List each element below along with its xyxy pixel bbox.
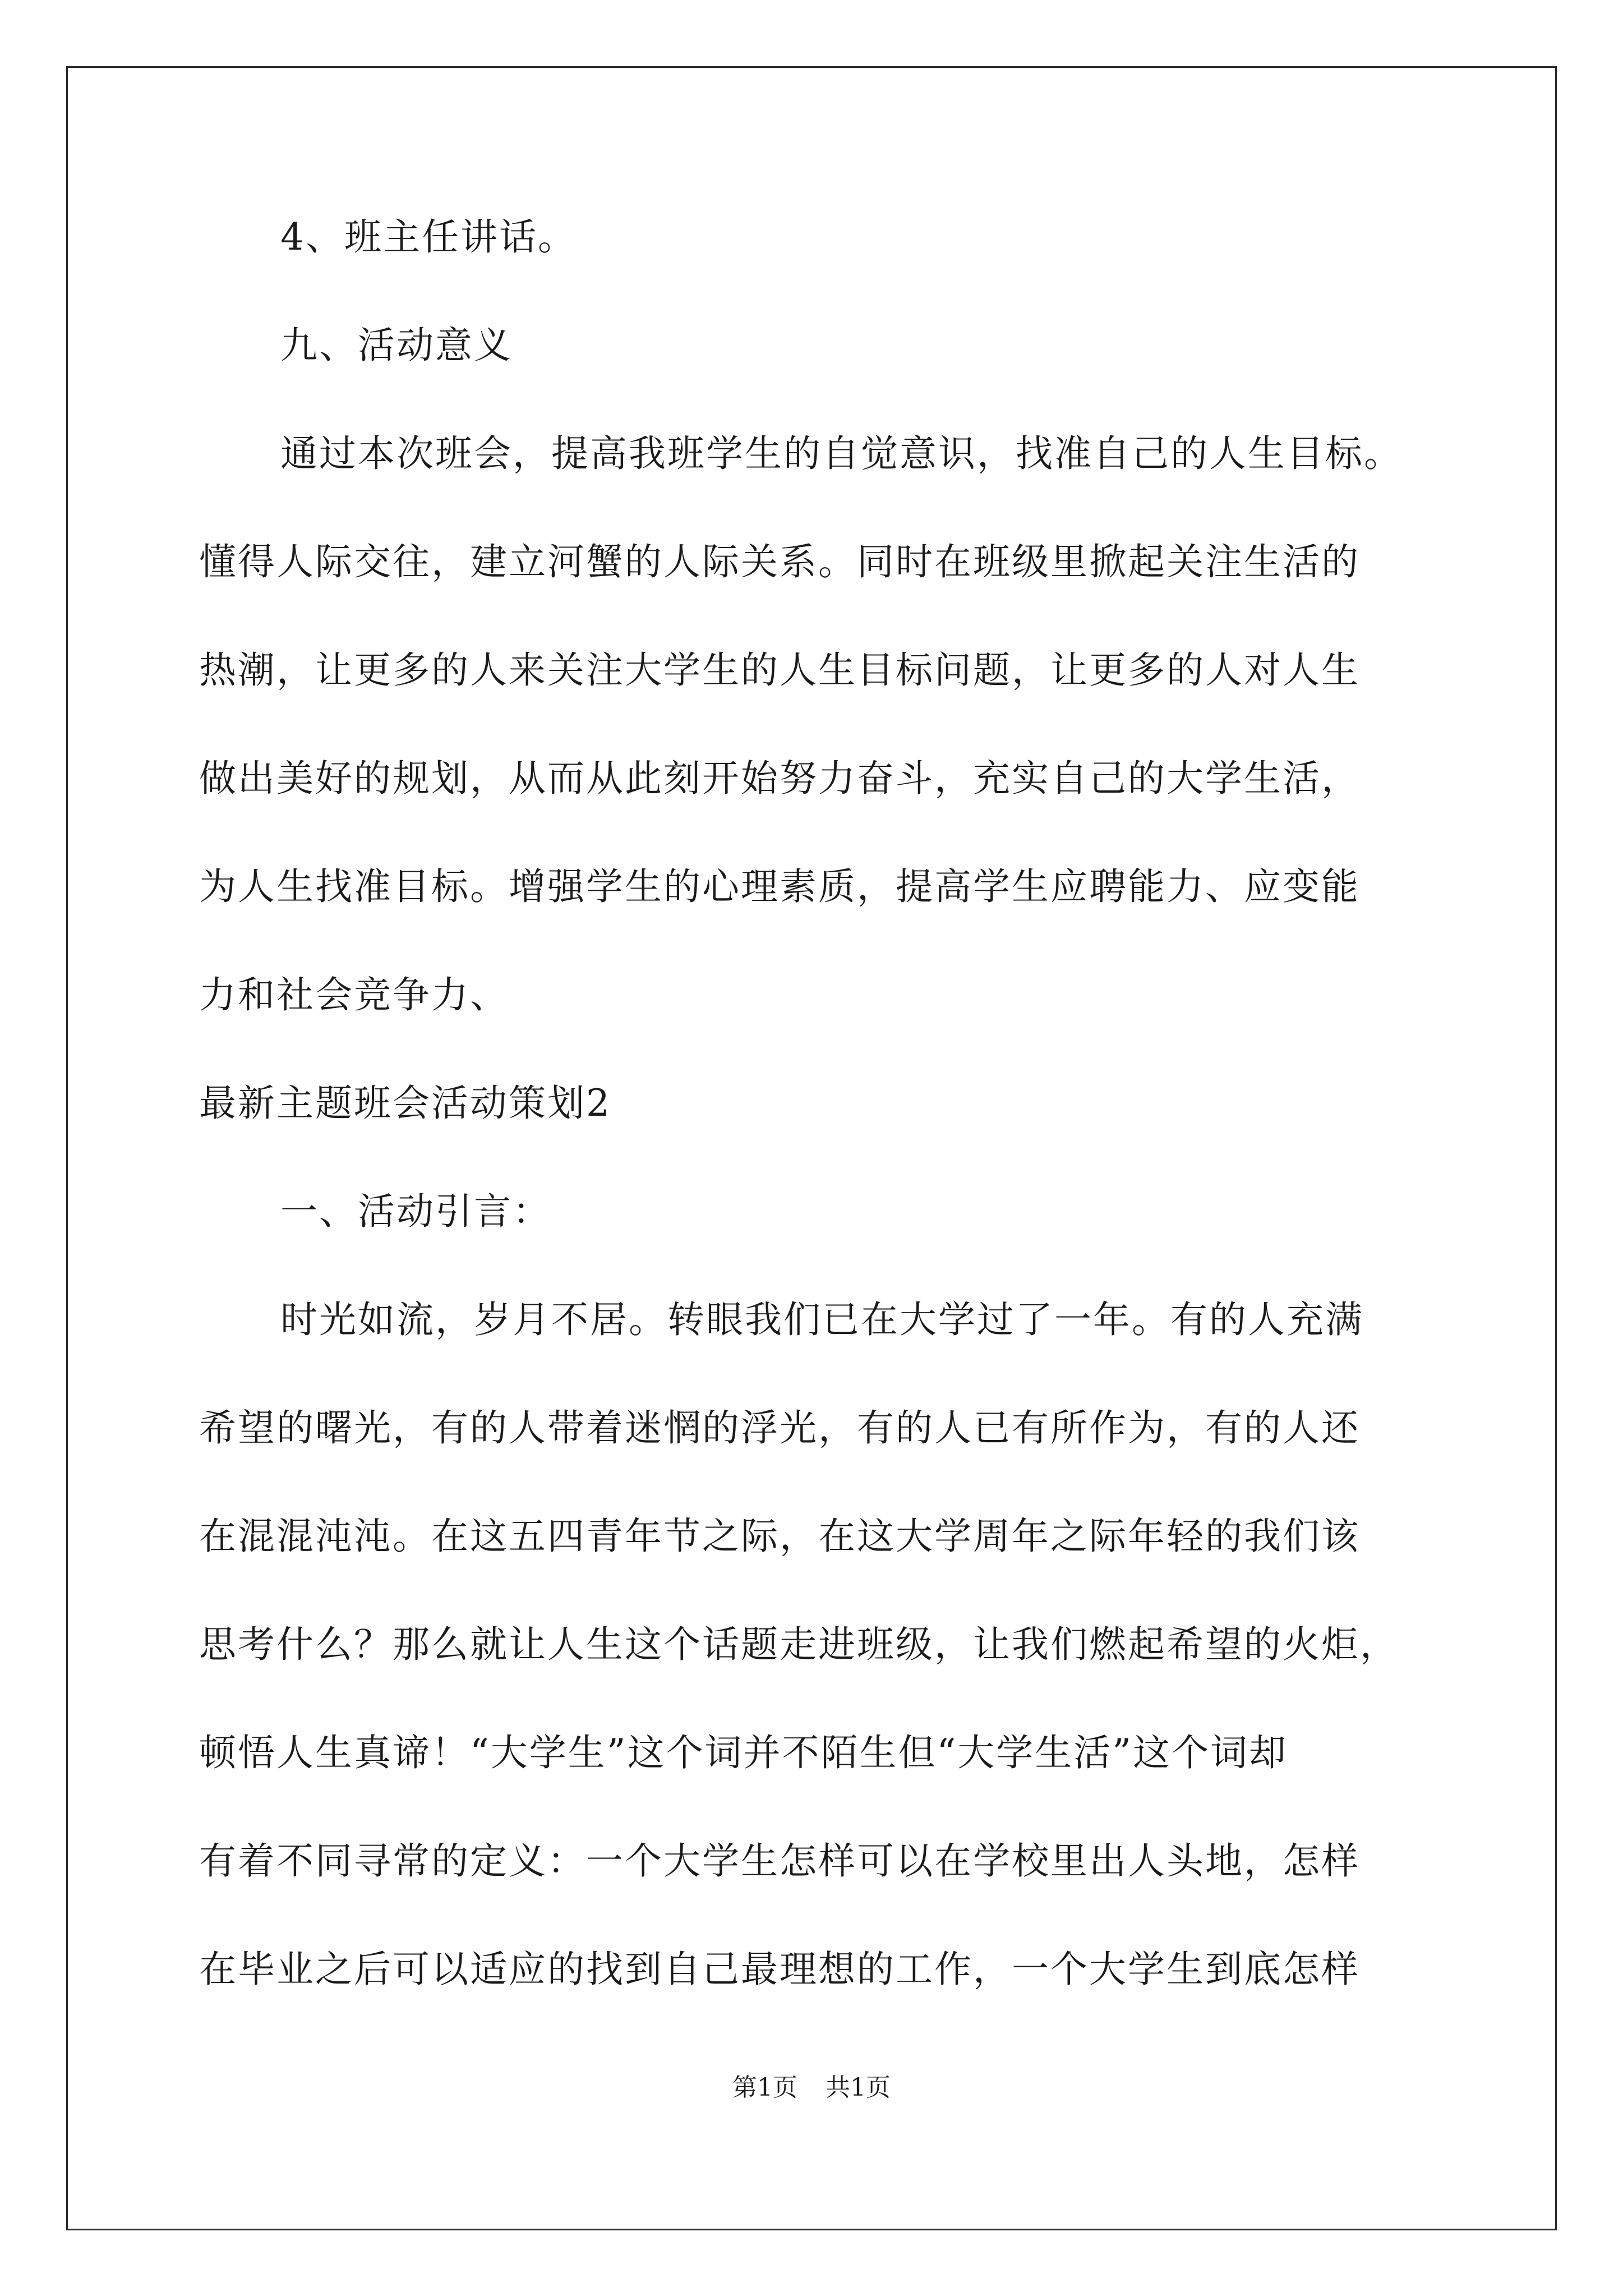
text-line: 做出美好的规划，从而从此刻开始努力奋斗，充实自己的大学生活， — [199, 757, 1360, 800]
text-line: 力和社会竞争力、 — [199, 973, 509, 1016]
text-line: 通过本次班会，提高我班学生的自觉意识，找准自己的人生目标。 — [280, 432, 1403, 475]
page-number: 第1页 — [732, 2073, 797, 2102]
document-title: 最新主题班会活动策划2 — [199, 1082, 611, 1125]
text-line: 希望的曙光，有的人带着迷惘的浮光，有的人已有所作为，有的人还 — [199, 1406, 1360, 1450]
text-line: 懂得人际交往，建立河蟹的人际关系。同时在班级里掀起关注生活的 — [199, 540, 1360, 583]
text-line: 为人生找准目标。增强学生的心理素质，提高学生应聘能力、应变能 — [199, 865, 1360, 908]
text-line: 在混混沌沌。在这五四青年节之际，在这大学周年之际年轻的我们该 — [199, 1515, 1360, 1558]
section-heading: 九、活动意义 — [280, 324, 513, 367]
text-line: 有着不同寻常的定义：一个大学生怎样可以在学校里出人头地，怎样 — [199, 1839, 1360, 1883]
text-line: 顿悟人生真谛！“大学生”这个词并不陌生但“大学生活”这个词却 — [199, 1731, 1288, 1774]
section-heading: 一、活动引言： — [280, 1190, 551, 1233]
document-body — [199, 215, 1427, 2059]
text-line: 时光如流，岁月不居。转眼我们已在大学过了一年。有的人充满 — [280, 1298, 1364, 1341]
text-line: 4、班主任讲话。 — [280, 215, 577, 259]
page-total: 共1页 — [826, 2073, 891, 2102]
page-footer — [0, 2073, 1623, 2102]
text-line: 热潮，让更多的人来关注大学生的人生目标问题，让更多的人对人生 — [199, 648, 1360, 692]
text-line: 在毕业之后可以适应的找到自己最理想的工作，一个大学生到底怎样 — [199, 1948, 1360, 1991]
text-line: 思考什么？那么就让人生这个话题走进班级，让我们燃起希望的火炬， — [199, 1623, 1399, 1666]
